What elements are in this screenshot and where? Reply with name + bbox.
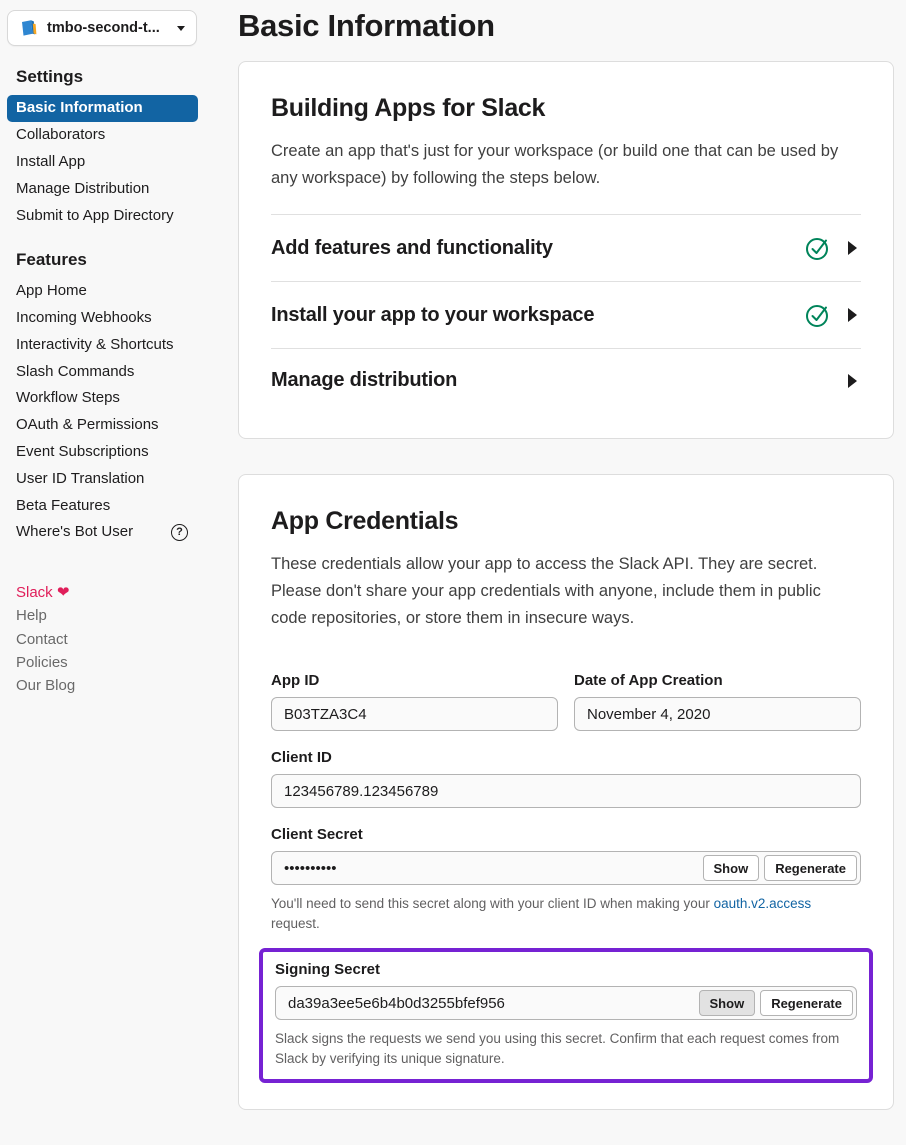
app-selector-label: tmbo-second-t... xyxy=(47,20,160,36)
app-selector-dropdown[interactable] xyxy=(7,10,197,46)
signing-secret-buttons xyxy=(699,990,853,1016)
sidebar-item-submit-to-app-directory[interactable]: Submit to App Directory xyxy=(16,206,174,224)
footer-link-our-blog[interactable]: Our Blog xyxy=(16,677,76,695)
building-apps-description: Create an app that's just for your workspace (or build one that can be used by any workspace) by following the steps below. xyxy=(271,142,839,187)
sidebar-item-basic-information[interactable]: Basic Information xyxy=(7,95,198,122)
app-id-input[interactable] xyxy=(271,697,558,731)
signing-secret-highlight-box xyxy=(259,948,873,1083)
oauth-v2-access-link[interactable]: oauth.v2.access xyxy=(713,896,812,911)
completed-check-icon xyxy=(805,235,831,261)
app-credentials-description: These credentials allow your app to access the Slack API. They are secret. Please don't share your app credentials with anyone, include them in public code repositories, or store them in insecure ways. xyxy=(271,555,821,627)
sidebar-item-interactivity-shortcuts[interactable]: Interactivity & Shortcuts xyxy=(16,335,174,353)
sidebar-section-features-title: Features xyxy=(16,249,87,269)
client-secret-regenerate-button[interactable]: Regenerate xyxy=(764,855,857,881)
accordion-add-features[interactable] xyxy=(271,214,861,281)
signing-secret-show-button[interactable]: Show xyxy=(699,990,756,1016)
sidebar-item-wheres-bot-user[interactable] xyxy=(0,519,238,546)
client-secret-help-text xyxy=(271,894,861,934)
client-id-input[interactable] xyxy=(271,774,861,808)
sidebar-item-label: Where's Bot User xyxy=(16,523,134,541)
signing-secret-field xyxy=(275,986,857,1020)
expand-arrow-icon xyxy=(848,241,857,255)
sidebar-item-oauth-permissions[interactable]: OAuth & Permissions xyxy=(16,416,159,434)
signing-secret-help-text: Slack signs the requests we send you using this secret. Confirm that each request comes from Slack by verifying its unique signature. xyxy=(275,1031,840,1066)
signing-secret-regenerate-button[interactable]: Regenerate xyxy=(760,990,853,1016)
accordion-install-app[interactable] xyxy=(271,281,861,348)
features-nav xyxy=(0,278,238,546)
footer-link-help[interactable]: Help xyxy=(16,607,47,625)
signing-secret-label: Signing Secret xyxy=(275,961,381,978)
sidebar-item-manage-distribution[interactable]: Manage Distribution xyxy=(16,179,150,197)
accordion-label: Add features and functionality xyxy=(271,236,553,259)
sidebar-footer xyxy=(0,580,238,698)
chevron-down-icon xyxy=(177,26,185,31)
help-text-prefix: You'll need to send this secret along with your client ID when making your xyxy=(271,896,714,911)
app-credentials-card xyxy=(238,474,894,1110)
sidebar-item-workflow-steps[interactable]: Workflow Steps xyxy=(16,389,120,407)
client-secret-field xyxy=(271,851,861,885)
settings-nav xyxy=(0,95,238,229)
app-credentials-title: App Credentials xyxy=(271,507,459,535)
sidebar-item-incoming-webhooks[interactable]: Incoming Webhooks xyxy=(16,309,152,327)
footer-link-contact[interactable]: Contact xyxy=(16,630,68,648)
accordion-label: Manage distribution xyxy=(271,369,458,391)
creation-date-input[interactable] xyxy=(574,697,861,731)
sidebar xyxy=(0,0,238,698)
expand-arrow-icon xyxy=(848,374,857,388)
sidebar-item-app-home[interactable]: App Home xyxy=(16,282,87,300)
accordion-manage-distribution[interactable] xyxy=(271,348,861,412)
client-id-label: Client ID xyxy=(271,749,332,766)
credentials-row-1 xyxy=(271,654,861,731)
sidebar-item-event-subscriptions[interactable]: Event Subscriptions xyxy=(16,442,149,460)
footer-link-policies[interactable]: Policies xyxy=(16,654,68,672)
app-id-label: App ID xyxy=(271,672,320,689)
accordion-label: Install your app to your workspace xyxy=(271,303,595,326)
sidebar-section-settings-title: Settings xyxy=(16,67,84,86)
client-secret-show-button[interactable]: Show xyxy=(703,855,760,881)
sidebar-item-beta-features[interactable]: Beta Features xyxy=(16,496,111,514)
expand-arrow-icon xyxy=(848,308,857,322)
creation-date-label: Date of App Creation xyxy=(574,672,723,689)
completed-check-icon xyxy=(805,302,831,328)
client-secret-label: Client Secret xyxy=(271,826,363,843)
building-apps-title: Building Apps for Slack xyxy=(271,94,546,122)
help-question-icon[interactable]: ? xyxy=(171,524,188,541)
sidebar-item-slash-commands[interactable]: Slash Commands xyxy=(16,362,135,380)
app-book-icon xyxy=(19,18,39,38)
main-content xyxy=(238,0,894,1145)
help-text-suffix: request. xyxy=(271,916,320,931)
sidebar-item-install-app[interactable]: Install App xyxy=(16,152,86,170)
client-secret-buttons xyxy=(703,855,857,881)
building-apps-card xyxy=(238,61,894,439)
sidebar-item-collaborators[interactable]: Collaborators xyxy=(16,126,106,144)
sidebar-item-user-id-translation[interactable]: User ID Translation xyxy=(16,469,145,487)
page-title: Basic Information xyxy=(238,8,495,43)
footer-link-slack[interactable]: Slack ❤ xyxy=(16,583,70,601)
